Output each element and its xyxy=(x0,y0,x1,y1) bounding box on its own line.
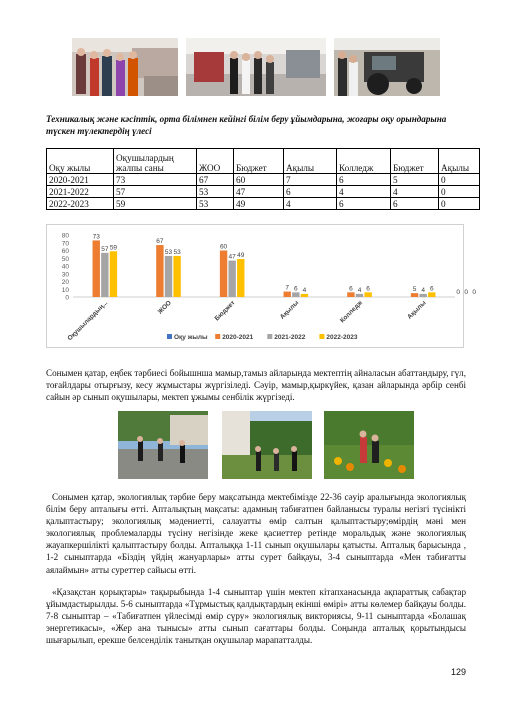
header-cell: Оқу жылы xyxy=(47,149,114,174)
page-number: 129 xyxy=(451,667,467,677)
photo-flower-bed xyxy=(324,411,414,479)
table-cell: 67 xyxy=(197,174,234,186)
header-cell: Ақылы xyxy=(284,149,337,174)
data-label: 67 xyxy=(156,238,164,246)
chart-bar xyxy=(419,294,426,297)
y-tick-label: 30 xyxy=(61,271,69,279)
table-row xyxy=(47,186,480,198)
table-cell: 60 xyxy=(234,174,284,186)
x-tick-label: ЖОО xyxy=(156,299,173,316)
y-tick-label: 40 xyxy=(61,263,69,271)
table-cell: 2022-2023 xyxy=(47,198,114,210)
photo-tree-planting xyxy=(222,411,312,479)
legend-swatch xyxy=(319,334,324,339)
data-label: 6 xyxy=(294,285,298,293)
x-tick-label: Ақылы xyxy=(406,299,428,321)
y-tick-label: 80 xyxy=(61,232,69,240)
legend-swatch xyxy=(215,334,220,339)
legend-label: 2020-2021 xyxy=(222,334,254,341)
chart-bar xyxy=(292,292,299,297)
data-label-zero: 0 xyxy=(464,289,468,296)
data-label-zero: 0 xyxy=(456,289,460,296)
table-cell: 4 xyxy=(391,186,439,198)
data-label: 53 xyxy=(164,248,173,256)
chart-bar xyxy=(173,256,180,297)
table-cell: 59 xyxy=(114,198,197,210)
header-cell: Бюджет xyxy=(391,149,439,174)
data-label: 4 xyxy=(357,286,362,294)
table-cell: 6 xyxy=(284,186,337,198)
y-tick-label: 0 xyxy=(65,294,69,302)
chart-bar xyxy=(93,240,100,297)
table-cell: 0 xyxy=(439,198,480,210)
header-cell: Оқушылардың жалпы саны xyxy=(114,149,197,174)
x-tick-label: Колледж xyxy=(338,299,364,325)
data-label: 73 xyxy=(92,233,100,241)
legend-label: Оқу жылы xyxy=(174,334,208,341)
data-label: 6 xyxy=(429,285,434,293)
table-cell: 2021-2022 xyxy=(47,186,114,198)
data-label: 57 xyxy=(101,245,109,253)
table-cell: 53 xyxy=(197,186,234,198)
chart-bar xyxy=(101,253,108,297)
x-tick-label: Ақылы xyxy=(278,299,301,321)
chart-bar xyxy=(347,292,354,297)
chart-bar xyxy=(220,251,227,298)
data-label: 6 xyxy=(349,285,353,293)
table-cell: 49 xyxy=(234,198,284,210)
y-tick-label: 20 xyxy=(61,279,69,286)
section-title: Техникалық және кәсіптік, орта білімнен кейінгі білім беру ұйымдарына, жоғары оқу орындарына түскен түлектердің үлесі xyxy=(46,114,447,136)
header-cell: Бюджет xyxy=(234,149,284,174)
chart-bar xyxy=(364,292,371,297)
chart-bar xyxy=(428,292,435,297)
data-label: 53 xyxy=(173,248,181,256)
table-cell: 47 xyxy=(234,186,284,198)
table-cell: 0 xyxy=(439,174,480,186)
table-header-row xyxy=(47,149,480,174)
data-label: 60 xyxy=(219,243,228,251)
table-cell: 0 xyxy=(439,186,480,198)
y-tick-label: 70 xyxy=(61,240,69,248)
data-label-zero: 0 xyxy=(472,289,476,296)
chart-bar xyxy=(356,294,363,297)
paragraph-ecology-week: Сонымен қатар, экологиялық тәрбие беру мақсатында мектебімізде 22-36 сәуір аралығында экологиялық білім беру апталығы өтті. Апталықтың мақсаты: адамның табиғатпен байланысы туралы негізгі түсінікті қалыптастыру; экологиялық мәдениетті, салауатты өмір салтын қалыптастыру;өмірдің мәні мен экологиялық проблемаларды түсіну негізінде жеке қасиеттер ретінде моральдық және экологиялық жауапкершілікті қалыптастыру болды. Апталыққа 1-11 сынып оқушылары қатысты. Апталық барысында , 1-2 сыныптарда «Біздің үйдің жануарлары» атты сурет байқауы, 3-4 сыныптарда «Мен табиғатты аялаймын» атты суреттер сайысы өтті. xyxy=(46,492,466,575)
table-cell: 5 xyxy=(391,174,439,186)
chart-bar xyxy=(411,293,418,297)
photo-tractor-visit xyxy=(334,38,440,96)
data-label: 59 xyxy=(109,244,118,252)
header-cell: Колледж xyxy=(337,149,391,174)
header-cell: Ақылы xyxy=(439,149,480,174)
table-cell: 73 xyxy=(114,174,197,186)
header-cell: ЖОО xyxy=(197,149,234,174)
data-label: 5 xyxy=(412,286,417,294)
photo-classroom-visit xyxy=(72,38,178,96)
legend-swatch xyxy=(267,334,272,339)
graduates-chart xyxy=(46,224,476,348)
table-cell: 2020-2021 xyxy=(47,174,114,186)
data-label: 6 xyxy=(366,285,370,293)
y-tick-label: 50 xyxy=(61,255,69,263)
chart-bar xyxy=(165,256,172,297)
table-cell: 53 xyxy=(197,198,234,210)
chart-bar xyxy=(301,294,308,297)
data-label: 49 xyxy=(237,252,245,260)
x-tick-label: Бюджет xyxy=(213,299,237,323)
legend-label: 2021-2022 xyxy=(274,334,306,341)
table-row xyxy=(47,198,480,210)
table-cell: 4 xyxy=(284,198,337,210)
table-cell: 7 xyxy=(284,174,337,186)
chart-canvas xyxy=(47,225,476,347)
chart-bar xyxy=(228,261,235,297)
graduates-table xyxy=(46,148,480,210)
chart-bar xyxy=(110,251,117,297)
table-row xyxy=(47,174,480,186)
photo-factory-visit xyxy=(186,38,326,96)
data-label: 4 xyxy=(421,286,425,294)
paragraph-kazakhstan-reserves: «Қазақстан қорықтары» тақырыбында 1-4 сыныптар үшін мектеп кітапханасында ақпараттық сабақтар ұйымдастырылды. 5-6 сыныптарда «Тұрмыстық қалдықтардың екінші өмірі» атты көлемер байқауы болды. 7-8 сыныптар – «Табиғатпен үйлесімді өмір сүру» экологиялық викториясы, 9-11 сыныптарда «Болашақ энергетикасы», «Жер ана тынысы» атты сынып сағаттары болды. Соңында апталық қорытындысы шығарылып, ерекше белсенділік танытқан оқушылар марапатталды. xyxy=(46,587,466,646)
table-cell: 4 xyxy=(337,186,391,198)
photo-school-cleanup xyxy=(118,411,208,479)
paragraph-labour-education: Сонымен қатар, еңбек тәрбиесі бойышнша мамыр,тамыз айларында мектептің айналасын абаттандыру, гүл, тоғайлдары отырғызу, кесу жұмыстары жүргізіледі. Сәуір, мамыр,қыркүйек, қазан айларында әрбір сенбі сайын әр сынып оқушылары, мектеп ұжымы сенбілік жүргізеді. xyxy=(46,368,466,403)
data-label: 47 xyxy=(228,253,236,261)
table-cell: 57 xyxy=(114,186,197,198)
y-tick-label: 60 xyxy=(61,248,69,255)
table-cell: 6 xyxy=(337,174,391,186)
y-tick-label: 10 xyxy=(61,286,69,294)
x-tick-label: Оқушылардың... xyxy=(66,299,110,343)
data-label: 7 xyxy=(285,284,290,292)
legend-swatch xyxy=(167,334,172,339)
chart-bar xyxy=(156,245,163,297)
chart-bar xyxy=(284,292,291,297)
table-cell: 6 xyxy=(391,198,439,210)
chart-bar xyxy=(237,259,244,297)
data-label: 4 xyxy=(302,286,307,294)
legend-label: 2022-2023 xyxy=(326,334,358,341)
table-cell: 6 xyxy=(337,198,391,210)
